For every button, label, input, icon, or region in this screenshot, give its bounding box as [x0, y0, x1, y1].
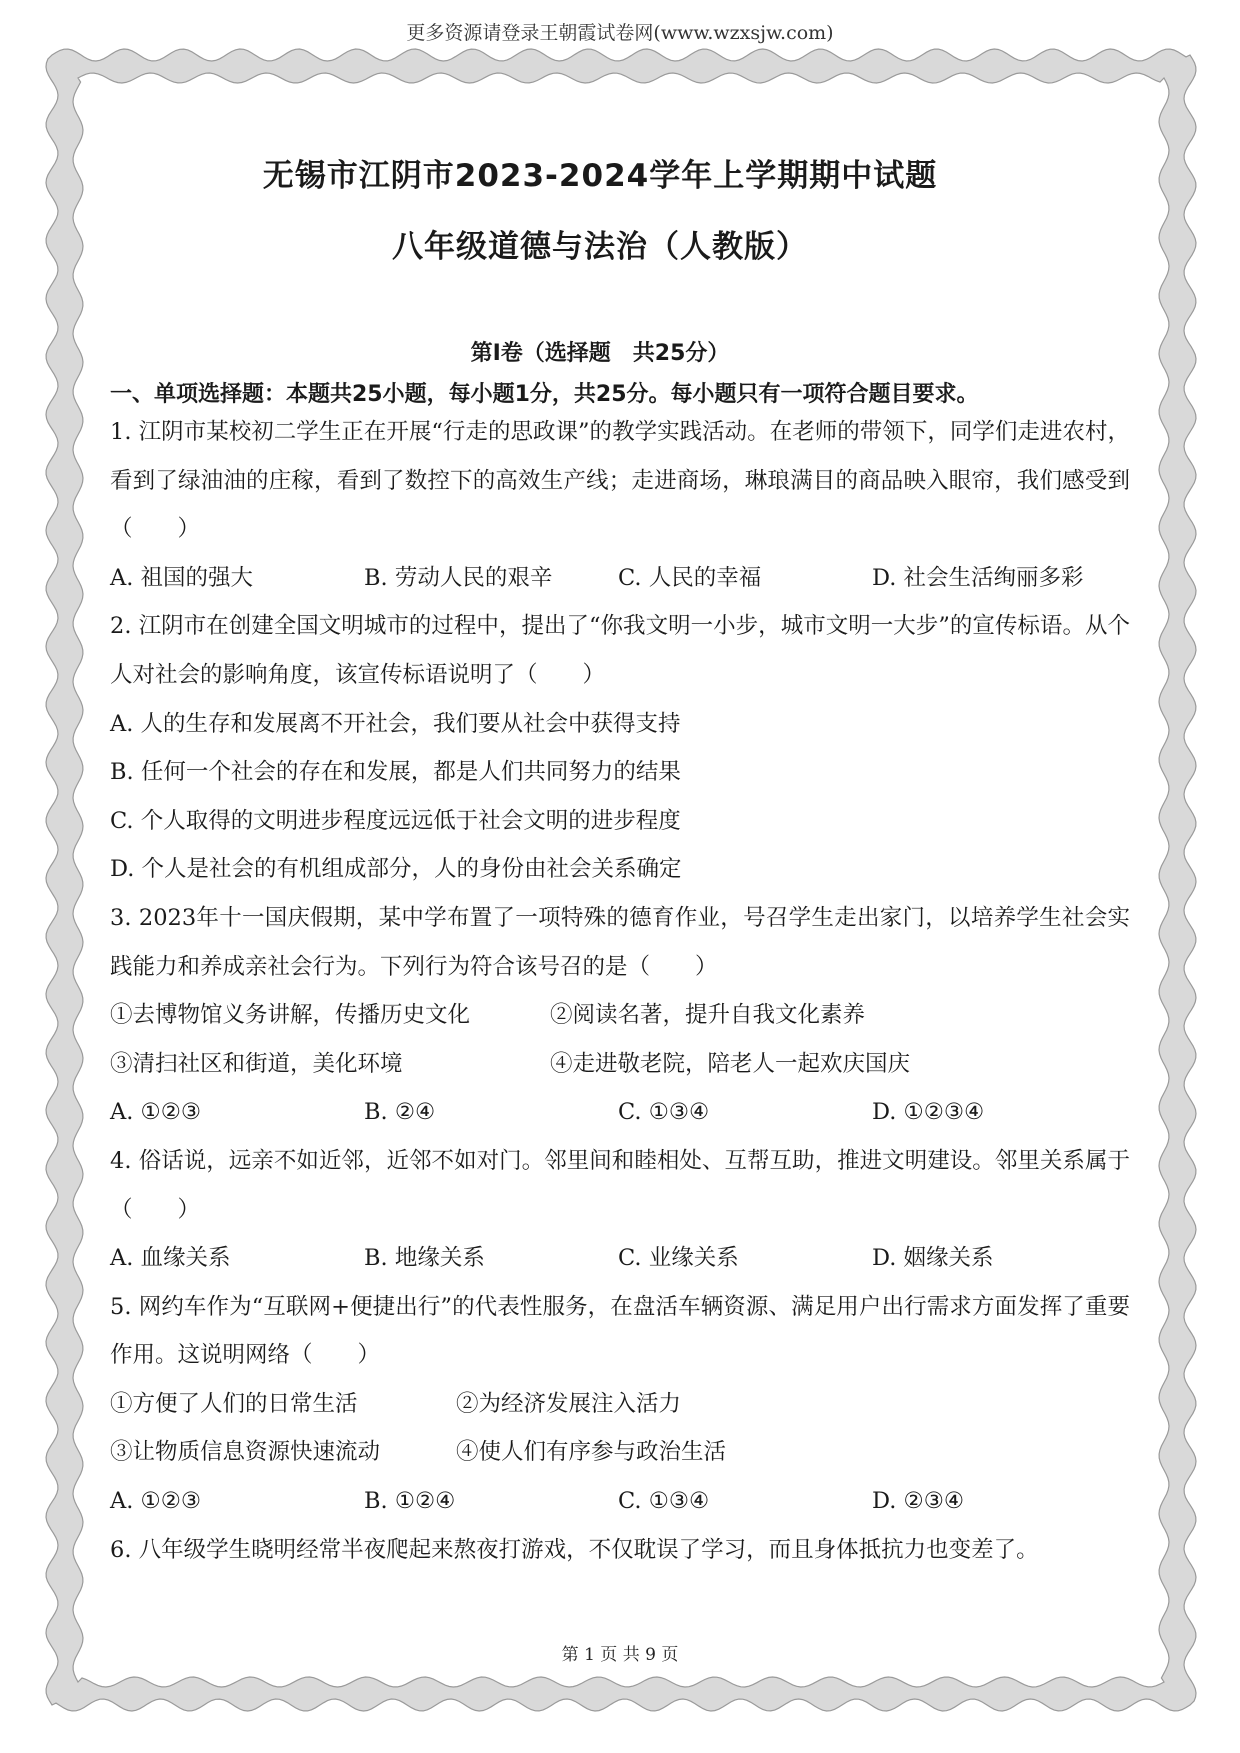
options-row [110, 1477, 1130, 1526]
statement-3: ③让物质信息资源快速流动 [110, 1439, 381, 1466]
option-c: C. 业缘关系 [618, 1245, 739, 1272]
question-stem: 5. 网约车作为“互联网+便捷出行”的代表性服务，在盘活车辆资源、满足用户出行需求方面发挥了重要作用。这说明网络（ ） [110, 1293, 1130, 1369]
statements-row [110, 1380, 1130, 1429]
options-row [110, 1088, 1130, 1137]
statement-3: ③清扫社区和街道，美化环境 [110, 1050, 403, 1077]
exam-page [110, 150, 1130, 1574]
option-b: B. ①②④ [364, 1488, 456, 1515]
question-3 [110, 894, 1130, 1137]
statement-1: ①去博物馆义务讲解，传播历史文化 [110, 1002, 471, 1029]
statement-4: ④使人们有序参与政治生活 [456, 1439, 727, 1466]
options-row [110, 1234, 1130, 1283]
page-number: 第 1 页 共 9 页 [561, 1645, 679, 1665]
option-c: C. 个人取得的文明进步程度远远低于社会文明的进步程度 [110, 807, 681, 834]
section-heading: 第Ⅰ卷（选择题 共25分） [470, 341, 730, 366]
question-stem: 4. 俗话说，远亲不如近邻，近邻不如对门。邻里间和睦相处、互帮互助，推进文明建设。邻里关系属于（ ） [110, 1147, 1130, 1223]
question-stem: 6. 八年级学生晓明经常半夜爬起来熬夜打游戏，不仅耽误了学习，而且身体抵抗力也变差了。 [110, 1536, 1039, 1563]
part-heading: 一、单项选择题：本题共25小题，每小题1分，共25分。每小题只有一项符合题目要求。 [110, 382, 979, 407]
option-b: B. 劳动人民的艰辛 [364, 564, 553, 591]
question-1 [110, 408, 1130, 602]
option-a: A. 人的生存和发展离不开社会，我们要从社会中获得支持 [110, 710, 681, 737]
options-row [110, 554, 1130, 603]
question-stem: 1. 江阴市某校初二学生正在开展“行走的思政课”的教学实践活动。在老师的带领下，同学们走进农村，看到了绿油油的庄稼，看到了数控下的高效生产线；走进商场，琳琅满目的商品映入眼帘，我们感受到（ ） [110, 419, 1130, 543]
statements-row [110, 1040, 1130, 1089]
statement-2: ②为经济发展注入活力 [456, 1390, 682, 1417]
option-a: A. 祖国的强大 [110, 564, 254, 591]
exam-subtitle: 八年级道德与法治（人教版） [392, 229, 808, 265]
option-d: D. 个人是社会的有机组成部分，人的身份由社会关系确定 [110, 856, 682, 883]
option-b: B. 任何一个社会的存在和发展，都是人们共同努力的结果 [110, 759, 681, 786]
statement-2: ②阅读名著，提升自我文化素养 [550, 1002, 866, 1029]
option-d: D. 社会生活绚丽多彩 [872, 564, 1084, 591]
option-b: B. ②④ [364, 1099, 436, 1126]
statements-row [110, 991, 1130, 1040]
question-6 [110, 1526, 1130, 1575]
statement-1: ①方便了人们的日常生活 [110, 1390, 358, 1417]
question-4 [110, 1137, 1130, 1283]
statement-4: ④走进敬老院，陪老人一起欢庆国庆 [550, 1050, 911, 1077]
question-5 [110, 1283, 1130, 1526]
option-a: A. ①②③ [110, 1099, 202, 1126]
source-banner: 更多资源请登录王朝霞试卷网(www.wzxsjw.com) [406, 22, 834, 44]
option-b: B. 地缘关系 [364, 1245, 485, 1272]
option-d: D. ①②③④ [872, 1099, 985, 1126]
option-d: D. 姻缘关系 [872, 1245, 994, 1272]
question-stem: 2. 江阴市在创建全国文明城市的过程中，提出了“你我文明一小步，城市文明一大步”的宣传标语。从个人对社会的影响角度，该宣传标语说明了（ ） [110, 613, 1130, 688]
option-c: C. ①③④ [618, 1488, 710, 1515]
statements-row [110, 1428, 1130, 1477]
option-c: C. ①③④ [618, 1099, 710, 1126]
option-a: A. ①②③ [110, 1488, 202, 1515]
exam-title: 无锡市江阴市2023-2024学年上学期期中试题 [262, 158, 938, 194]
option-c: C. 人民的幸福 [618, 564, 762, 591]
option-d: D. ②③④ [872, 1488, 965, 1515]
question-stem: 3. 2023年十一国庆假期，某中学布置了一项特殊的德育作业，号召学生走出家门，以培养学生社会实践能力和养成亲社会行为。下列行为符合该号召的是（ ） [110, 904, 1130, 980]
option-a: A. 血缘关系 [110, 1245, 231, 1272]
question-2 [110, 602, 1130, 894]
